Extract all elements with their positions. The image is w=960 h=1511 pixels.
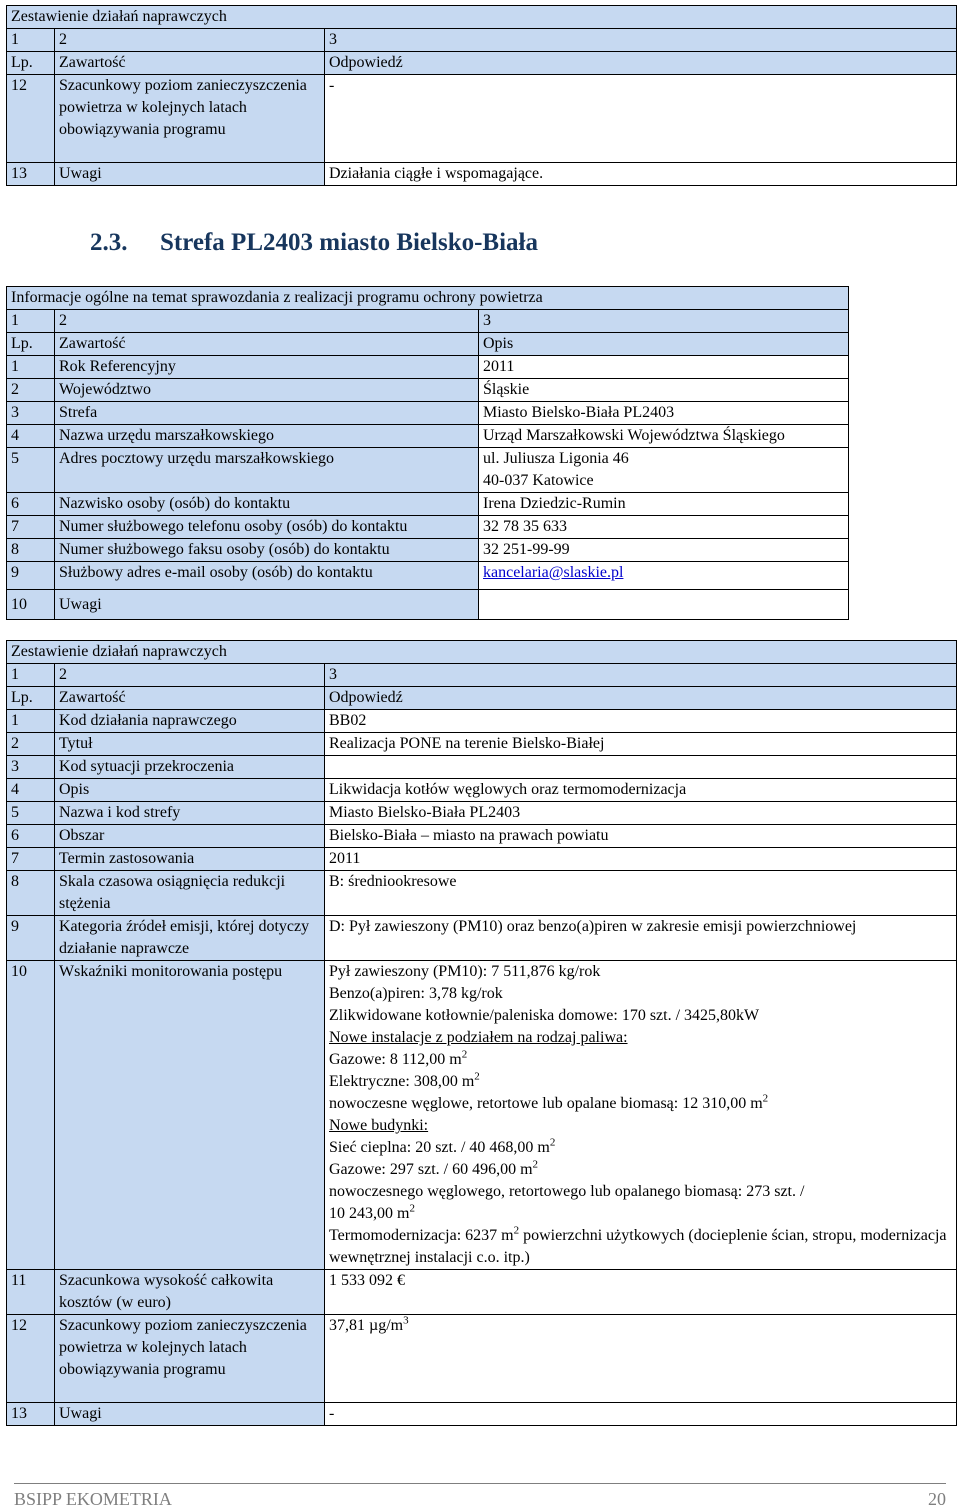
row-lp: 3	[7, 402, 55, 425]
row-label: Szacunkowa wysokość całkowita kosztów (w euro)	[55, 1270, 325, 1315]
row-lp: 7	[7, 848, 55, 871]
indicator-subheading: Nowe instalacje z podziałem na rodzaj paliwa:	[329, 1029, 628, 1046]
page-footer	[14, 1483, 946, 1508]
row-value: 2011	[325, 848, 957, 871]
superscript: 2	[409, 1202, 415, 1215]
header-lp: Lp.	[7, 52, 55, 75]
row-value: -	[325, 75, 957, 163]
concentration-value: 37,81 µg/m	[329, 1317, 404, 1334]
section-number: 2.3.	[90, 229, 128, 256]
row-label: Obszar	[55, 825, 325, 848]
table-row	[7, 493, 849, 516]
indicator-line: nowoczesne węglowe, retortowe lub opalane biomasą: 12 310,00 m	[329, 1095, 763, 1112]
row-label: Uwagi	[55, 163, 325, 186]
indicator-line: 10 243,00 m	[329, 1205, 410, 1222]
row-value: -	[325, 1403, 957, 1426]
indicator-line: Zlikwidowane kotłownie/paleniska domowe: 170 szt. / 3425,80kW	[329, 1007, 760, 1024]
row-label: Termin zastosowania	[55, 848, 325, 871]
row-label: Strefa	[55, 402, 479, 425]
row-lp: 12	[7, 75, 55, 163]
colnum: 3	[325, 664, 957, 687]
colnum: 2	[55, 664, 325, 687]
row-value: Likwidacja kotłów węglowych oraz termomodernizacja	[325, 779, 957, 802]
superscript: 2	[474, 1070, 480, 1083]
monitoring-indicators	[325, 961, 957, 1270]
table-row	[7, 710, 957, 733]
superscript: 2	[532, 1158, 539, 1171]
table-row	[7, 961, 957, 1270]
header-description: Opis	[479, 333, 849, 356]
row-label: Kategoria źródeł emisji, której dotyczy działanie naprawcze	[55, 916, 325, 961]
table-row	[7, 516, 849, 539]
row-value: 2011	[479, 356, 849, 379]
row-lp: 8	[7, 871, 55, 916]
row-label: Adres pocztowy urzędu marszałkowskiego	[55, 448, 479, 493]
row-lp: 4	[7, 779, 55, 802]
row-label: Nazwa i kod strefy	[55, 802, 325, 825]
row-lp: 1	[7, 356, 55, 379]
table-row	[7, 916, 957, 961]
row-lp: 3	[7, 756, 55, 779]
remedial-actions-table-top	[6, 5, 957, 186]
row-value: 32 251-99-99	[479, 539, 849, 562]
table-row	[7, 356, 849, 379]
row-label: Nazwisko osoby (osób) do kontaktu	[55, 493, 479, 516]
row-lp: 12	[7, 1315, 55, 1403]
row-label: Uwagi	[55, 590, 479, 620]
row-label: Tytuł	[55, 733, 325, 756]
address-street: ul. Juliusza Ligonia 46	[483, 450, 629, 467]
section-title: Strefa PL2403 miasto Bielsko-Biała	[160, 229, 539, 256]
header-content: Zawartość	[55, 333, 479, 356]
row-lp: 11	[7, 1270, 55, 1315]
table-row	[7, 402, 849, 425]
row-label: Rok Referencyjny	[55, 356, 479, 379]
superscript: 2	[461, 1048, 468, 1061]
row-lp: 10	[7, 961, 55, 1270]
row-value: Irena Dziedzic-Rumin	[479, 493, 849, 516]
header-answer: Odpowiedź	[325, 52, 957, 75]
colnum: 1	[7, 310, 55, 333]
indicator-subheading: Nowe budynki:	[329, 1117, 429, 1134]
row-value[interactable]	[479, 562, 849, 590]
row-lp: 1	[7, 710, 55, 733]
table-row	[7, 425, 849, 448]
indicator-line: nowoczesnego węglowego, retortowego lub opalanego biomasą: 273 szt. /	[329, 1183, 805, 1200]
row-value: B: średniookresowe	[325, 871, 957, 916]
row-label: Służbowy adres e-mail osoby (osób) do kontaktu	[55, 562, 479, 590]
row-label: Kod sytuacji przekroczenia	[55, 756, 325, 779]
header-content: Zawartość	[55, 687, 325, 710]
table-row	[7, 75, 957, 163]
colnum: 1	[7, 664, 55, 687]
row-lp: 9	[7, 562, 55, 590]
row-lp: 2	[7, 379, 55, 402]
table-row	[7, 1315, 957, 1403]
table-title: Zestawienie działań naprawczych	[7, 641, 957, 664]
table-row	[7, 779, 957, 802]
row-value: Urząd Marszałkowski Województwa Śląskiego	[479, 425, 849, 448]
email-link[interactable]: kancelaria@slaskie.pl	[483, 564, 624, 581]
table-row	[7, 825, 957, 848]
indicator-line: Gazowe: 8 112,00 m	[329, 1051, 462, 1068]
header-lp: Lp.	[7, 333, 55, 356]
row-lp: 6	[7, 493, 55, 516]
row-lp: 7	[7, 516, 55, 539]
row-lp: 9	[7, 916, 55, 961]
row-lp: 13	[7, 163, 55, 186]
row-value: Bielsko-Biała – miasto na prawach powiatu	[325, 825, 957, 848]
row-value: Miasto Bielsko-Biała PL2403	[325, 802, 957, 825]
page-number: 20	[928, 1489, 946, 1509]
header-answer: Odpowiedź	[325, 687, 957, 710]
row-value	[479, 448, 849, 493]
table-row	[7, 163, 957, 186]
row-lp: 2	[7, 733, 55, 756]
row-label: Województwo	[55, 379, 479, 402]
table-row	[7, 1270, 957, 1315]
row-label: Opis	[55, 779, 325, 802]
superscript: 2	[549, 1136, 556, 1149]
table-row	[7, 539, 849, 562]
row-label: Szacunkowy poziom zanieczyszczenia powietrza w kolejnych latach obowiązywania programu	[55, 1315, 325, 1403]
header-lp: Lp.	[7, 687, 55, 710]
row-lp: 4	[7, 425, 55, 448]
row-lp: 10	[7, 590, 55, 620]
row-value: Miasto Bielsko-Biała PL2403	[479, 402, 849, 425]
row-label: Szacunkowy poziom zanieczyszczenia powietrza w kolejnych latach obowiązywania programu	[55, 75, 325, 163]
row-value: Realizacja PONE na terenie Bielsko-Białej	[325, 733, 957, 756]
row-value: Działania ciągłe i wspomagające.	[325, 163, 957, 186]
row-lp: 5	[7, 802, 55, 825]
row-value: D: Pył zawieszony (PM10) oraz benzo(a)piren w zakresie emisji powierzchniowej	[325, 916, 957, 961]
section-heading	[90, 226, 538, 260]
row-value	[325, 1315, 957, 1403]
general-info-table	[6, 286, 849, 620]
colnum: 3	[325, 29, 957, 52]
colnum: 3	[479, 310, 849, 333]
colnum: 2	[55, 29, 325, 52]
table-row	[7, 1403, 957, 1426]
address-city: 40-037 Katowice	[483, 472, 594, 489]
indicator-line: Gazowe: 297 szt. / 60 496,00 m	[329, 1161, 533, 1178]
table-row	[7, 871, 957, 916]
row-label: Wskaźniki monitorowania postępu	[55, 961, 325, 1270]
row-lp: 13	[7, 1403, 55, 1426]
row-value: 32 78 35 633	[479, 516, 849, 539]
table-row	[7, 802, 957, 825]
indicator-line: Benzo(a)piren: 3,78 kg/rok	[329, 985, 503, 1002]
table-row	[7, 733, 957, 756]
indicator-line-cont: powierzchni użytkowych (docieplenie ścian, stropu, modernizacja wewnętrznej instalacji c.o. itp.)	[329, 1227, 947, 1266]
row-value	[325, 756, 957, 779]
indicator-line: Sieć cieplna: 20 szt. / 40 468,00 m	[329, 1139, 550, 1156]
colnum: 1	[7, 29, 55, 52]
row-value: Śląskie	[479, 379, 849, 402]
header-content: Zawartość	[55, 52, 325, 75]
row-label: Numer służbowego telefonu osoby (osób) do kontaktu	[55, 516, 479, 539]
indicator-line: Elektryczne: 308,00 m	[329, 1073, 475, 1090]
row-value	[479, 590, 849, 620]
row-lp: 8	[7, 539, 55, 562]
row-value: BB02	[325, 710, 957, 733]
superscript: 3	[403, 1314, 409, 1327]
table-row	[7, 379, 849, 402]
row-label: Kod działania naprawczego	[55, 710, 325, 733]
colnum: 2	[55, 310, 479, 333]
table-row	[7, 848, 957, 871]
row-label: Nazwa urzędu marszałkowskiego	[55, 425, 479, 448]
remedial-actions-table	[6, 640, 957, 1426]
indicator-line: Termomodernizacja: 6237 m	[329, 1227, 514, 1244]
table-row	[7, 590, 849, 620]
row-lp: 6	[7, 825, 55, 848]
superscript: 2	[762, 1092, 769, 1105]
row-label: Numer służbowego faksu osoby (osób) do kontaktu	[55, 539, 479, 562]
table-row	[7, 448, 849, 493]
table-title: Zestawienie działań naprawczych	[7, 6, 957, 29]
table-row	[7, 756, 957, 779]
row-value: 1 533 092 €	[325, 1270, 957, 1315]
superscript: 2	[513, 1224, 520, 1237]
indicator-line: Pył zawieszony (PM10): 7 511,876 kg/rok	[329, 963, 601, 980]
row-lp: 5	[7, 448, 55, 493]
footer-company: BSIPP EKOMETRIA	[14, 1489, 172, 1509]
row-label: Uwagi	[55, 1403, 325, 1426]
table-title: Informacje ogólne na temat sprawozdania z realizacji programu ochrony powietrza	[7, 287, 849, 310]
row-label: Skala czasowa osiągnięcia redukcji stężenia	[55, 871, 325, 916]
table-row	[7, 562, 849, 590]
